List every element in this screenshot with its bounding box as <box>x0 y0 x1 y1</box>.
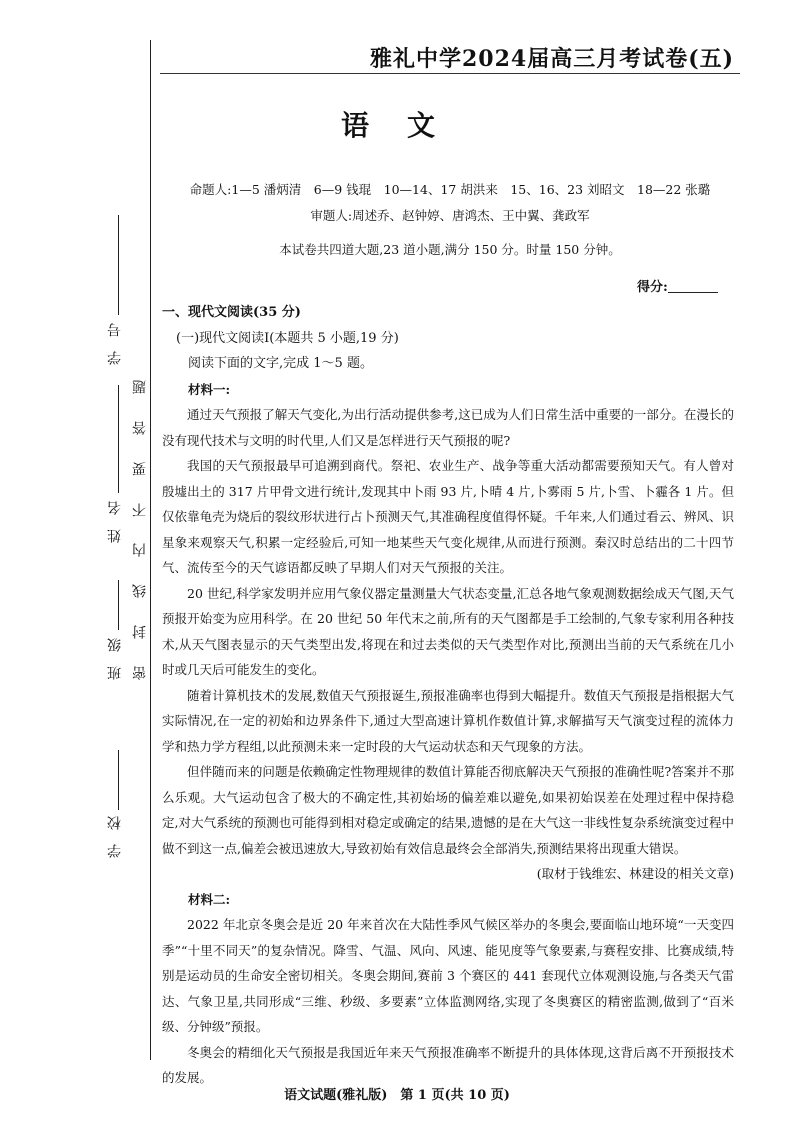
paragraph: 2022 年北京冬奥会是近 20 年来首次在大陆性季风气候区举办的冬奥会,要面临山地环境“一天变四季”“十里不同天”的复杂情况。降雪、气温、风向、风速、能见度等气象要素,与赛程安排、比赛成绩,特别是运动员的生命安全密切相关。冬奥会期间,赛前 3 个赛区的 441 套现代立体观测设施,与各类天气雷达、气象卫星,共同形成“三维、秒级、多要素”立体监测网络,实现了冬奥赛区的精密监测,做到了“百米级、分钟级”预报。 <box>162 917 734 1034</box>
school-underline <box>118 750 119 810</box>
seal-char: 题 <box>132 380 148 394</box>
material-label: 材料二: <box>188 891 231 907</box>
seal-char: 密 <box>132 665 148 680</box>
exam-note: 本试卷共四道大题,23 道小题,满分 150 分。时量 150 分钟。 <box>279 242 621 257</box>
paragraph: 20 世纪,科学家发明并应用气象仪器定量测量大气状态变量,汇总各地气象观测数据绘成天气图,天气预报开始变为应用科学。在 20 世纪 50 年代末之前,所有的天气图都是手工绘制的,气象专家利用各种技术,从天气图表显示的天气类型出发,将现在和过去类似的天气类型作对比,预测出当前的天气系统在几小时或几天后可能发生的变化。 <box>162 585 734 677</box>
reading-instruction: 阅读下面的文字,完成 1～5 题。 <box>188 356 373 371</box>
main-content <box>162 300 734 1091</box>
student-id-label: 学 号 <box>107 323 123 365</box>
name-underline <box>118 385 119 493</box>
class-underline <box>118 580 119 630</box>
score-box[interactable] <box>637 276 718 295</box>
paragraph: 随着计算机技术的发展,数值天气预报诞生,预报准确率也得到大幅提升。数值天气预报是指根据大气实际情况,在一定的初始和边界条件下,通过大型高速计算机作数值计算,求解描写天气演变过程的流体力学和热力学方程组,以此预测未来一定时段的大气运动状态和天气现象的方法。 <box>162 687 734 754</box>
material-label: 材料一: <box>188 381 231 397</box>
sub-section-title: (一)现代文阅读Ⅰ(本题共 5 小题,19 分) <box>176 330 399 346</box>
student-id-field[interactable] <box>108 215 126 365</box>
reviewers-line: 审题人:周述乔、赵钟婷、唐鸿杰、王中翼、龚政军 <box>310 208 590 223</box>
school-label: 学 校 <box>107 816 123 858</box>
seal-char: 封 <box>132 625 148 640</box>
class-label: 班 级 <box>107 638 123 680</box>
page-footer: 语文试题(雅礼版) 第 1 页(共 10 页) <box>284 1088 510 1103</box>
class-field[interactable] <box>108 580 126 725</box>
school-field[interactable] <box>108 750 126 860</box>
subject-title: 语文 <box>340 109 473 142</box>
seal-char: 不 <box>132 502 148 517</box>
seal-char: 要 <box>132 461 148 476</box>
score-blank[interactable] <box>668 280 718 293</box>
score-label: 得分: <box>637 280 668 295</box>
authors-line: 命题人:1—5 潘炳清 6—9 钱琨 10—14、17 胡洪来 15、16、23 刘昭文 18—22 张璐 <box>189 182 711 197</box>
header-rule <box>160 73 740 74</box>
exam-title: 雅礼中学2024届高三月考试卷(五) <box>370 46 735 72</box>
paragraph: 冬奥会的精细化天气预报是我国近年来天气预报准确率不断提升的具体体现,这背后离不开预报技术的发展。 <box>162 1044 734 1085</box>
paragraph: 通过天气预报了解天气变化,为出行活动提供参考,这已成为人们日常生活中重要的一部分。在漫长的没有现代技术与文明的时代里,人们又是怎样进行天气预报的呢? <box>162 407 734 448</box>
seal-char: 内 <box>132 543 148 558</box>
student-id-underline <box>118 215 119 315</box>
seal-char: 线 <box>132 584 148 599</box>
paragraph: 但伴随而来的问题是依赖确定性物理规律的数值计算能否彻底解决天气预报的准确性呢?答案并不那么乐观。大气运动包含了极大的不确定性,其初始场的偏差难以避免,如果初始误差在处理过程中保持稳定,对大气系统的预测也可能得到相对稳定或确定的结果,遗憾的是在大气这一非线性复杂系统演变过程中做不到这一点,偏差会被迅速放大,导致初始有效信息最终会全部消失,预测结果将出现重大错误。 <box>162 764 734 856</box>
name-field[interactable] <box>108 385 126 550</box>
material-source: (取材于钱维宏、林建设的相关文章) <box>536 866 734 881</box>
seal-char: 答 <box>132 420 148 435</box>
seal-line-notice <box>131 380 149 680</box>
section-title: 一、现代文阅读(35 分) <box>162 305 301 320</box>
paragraph: 我国的天气预报最早可追溯到商代。祭祀、农业生产、战争等重大活动都需要预知天气。有人曾对殷墟出土的 317 片甲骨文进行统计,发现其中卜雨 93 片,卜晴 4 片,卜雾雨 5 片,卜雪、卜霾各 1 片。但仅依靠龟壳为烧后的裂纹形状进行占卜预测天气,其准确程度值得怀疑。千年来,人们通过看云、辨风、识星象来观察天气,积累一定经验后,可知一地某些天气变化规律,从而进行预测。秦汉时总结出的二十四节气、流传至今的天气谚语都反映了早期人们对天气预报的关注。 <box>162 458 734 575</box>
name-label: 姓 名 <box>107 501 123 543</box>
